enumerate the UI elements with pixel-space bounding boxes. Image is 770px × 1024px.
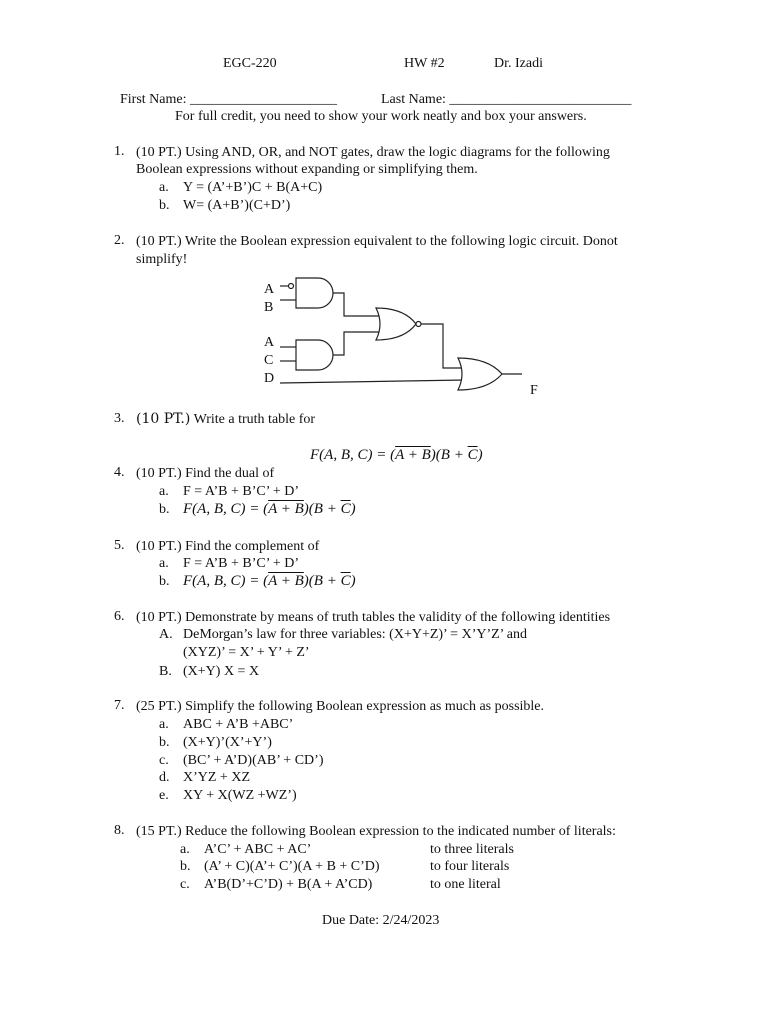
and-gate-1 <box>296 278 333 308</box>
question-text: (10 PT.) Write the Boolean expression equivalent to the following logic circuit. Donot <box>136 234 618 249</box>
item-text: DeMorgan’s law for three variables: (X+Y+Z)’ = X’Y’Z’ and <box>183 627 528 642</box>
instructions: For full credit, you need to show your work neatly and box your answers. <box>175 109 587 124</box>
list-item <box>159 573 356 590</box>
or-gate-1 <box>376 308 416 340</box>
points-label: (10 PT.) <box>136 411 191 427</box>
input-a2-label: A <box>264 335 275 350</box>
item-label: a. <box>159 180 169 195</box>
item-label: B. <box>159 664 172 679</box>
list-item: c. (BC’ + A’D)(AB’ + CD’) <box>159 753 324 768</box>
item-label: a. <box>159 556 169 571</box>
question-text: (10 PT.) Find the complement of <box>136 539 320 554</box>
list-item <box>159 483 299 500</box>
list-item: b. (X+Y)’(X’+Y’) <box>159 735 272 750</box>
question-number: 8. <box>114 823 125 838</box>
list-item: d. X’YZ + XZ <box>159 770 250 785</box>
literal-target: to four literals <box>430 859 510 874</box>
instructor-name: Dr. Izadi <box>494 56 543 71</box>
item-text: F = A’B + B’C’ + D’ <box>183 556 299 571</box>
item-text: (XYZ)’ = X’ + Y’ + Z’ <box>183 645 310 660</box>
input-a1-label: A <box>264 282 275 297</box>
question-text: (25 PT.) Simplify the following Boolean expression as much as possible. <box>136 699 545 714</box>
question-text: (15 PT.) Reduce the following Boolean expression to the indicated number of literals: <box>136 824 616 839</box>
list-item <box>159 555 299 572</box>
and-gate-2 <box>296 340 333 370</box>
course-code: EGC-220 <box>223 56 277 71</box>
question-number: 4. <box>114 465 125 480</box>
due-date: Due Date: 2/24/2023 <box>322 913 440 928</box>
literal-target: to three literals <box>430 842 514 857</box>
item-label: b. <box>159 574 170 589</box>
item-text: (X+Y) X = X <box>183 664 260 679</box>
item-text: F = A’B + B’C’ + D’ <box>183 484 299 499</box>
inverter-bubble-a <box>289 284 294 289</box>
first-name-field: First Name: _____________________ <box>120 92 337 107</box>
question-number: 7. <box>114 698 125 713</box>
question-text <box>136 411 315 428</box>
list-item <box>159 501 356 518</box>
truth-table-equation: F(A, B, $C) = (A + B)(B + \overline{C})$ <box>310 447 483 463</box>
literal-target: to one literal <box>430 877 501 892</box>
item-text: W= (A+B’)(C+D’) <box>183 198 291 213</box>
list-item: a. ABC + A’B +ABC’ <box>159 717 294 732</box>
question-text: (10 PT.) Using AND, OR, and NOT gates, draw the logic diagrams for the following <box>136 145 610 160</box>
question-text: (10 PT.) Find the dual of <box>136 466 275 481</box>
list-item: c. A’B(D’+C’D) + B(A + A’CD) <box>180 877 373 892</box>
list-item: b. (A’ + C)(A’+ C’)(A + B + C’D) <box>180 859 380 874</box>
question-number: 3. <box>114 411 125 426</box>
item-label: a. <box>159 484 169 499</box>
item-label: A. <box>159 627 173 642</box>
homework-number: HW #2 <box>404 56 445 71</box>
item-equation: F(A, B, $C) = (A + B)(B + \overline{C})$ <box>183 501 356 517</box>
question-text-cont: Boolean expressions without expanding or simplifying them. <box>136 162 478 177</box>
input-c-label: C <box>264 353 274 368</box>
list-item: a. A’C’ + ABC + AC’ <box>180 842 312 857</box>
item-text: Y = (A’+B’)C + B(A+C) <box>183 180 323 195</box>
question-number: 1. <box>114 144 125 159</box>
question-body: Write a truth table for <box>190 412 316 427</box>
list-item-cont <box>183 644 310 661</box>
list-item <box>159 663 259 680</box>
input-b-label: B <box>264 300 274 315</box>
item-label: b. <box>159 198 170 213</box>
inverter-bubble-or1 <box>416 322 421 327</box>
question-number: 6. <box>114 609 125 624</box>
question-text: (10 PT.) Demonstrate by means of truth tables the validity of the following identities <box>136 610 611 625</box>
question-number: 5. <box>114 538 125 553</box>
or-gate-2 <box>458 358 502 390</box>
last-name-field: Last Name: __________________________ <box>381 92 632 107</box>
question-text-cont: simplify! <box>136 252 188 267</box>
question-number: 2. <box>114 233 125 248</box>
output-f-label: F <box>530 383 538 398</box>
item-label: b. <box>159 502 170 517</box>
item-equation: F(A, B, $C) = (A + B)(B + \overline{C})$ <box>183 573 356 589</box>
list-item <box>159 626 527 643</box>
input-d-label: D <box>264 371 275 386</box>
list-item: e. XY + X(WZ +WZ’) <box>159 788 297 803</box>
